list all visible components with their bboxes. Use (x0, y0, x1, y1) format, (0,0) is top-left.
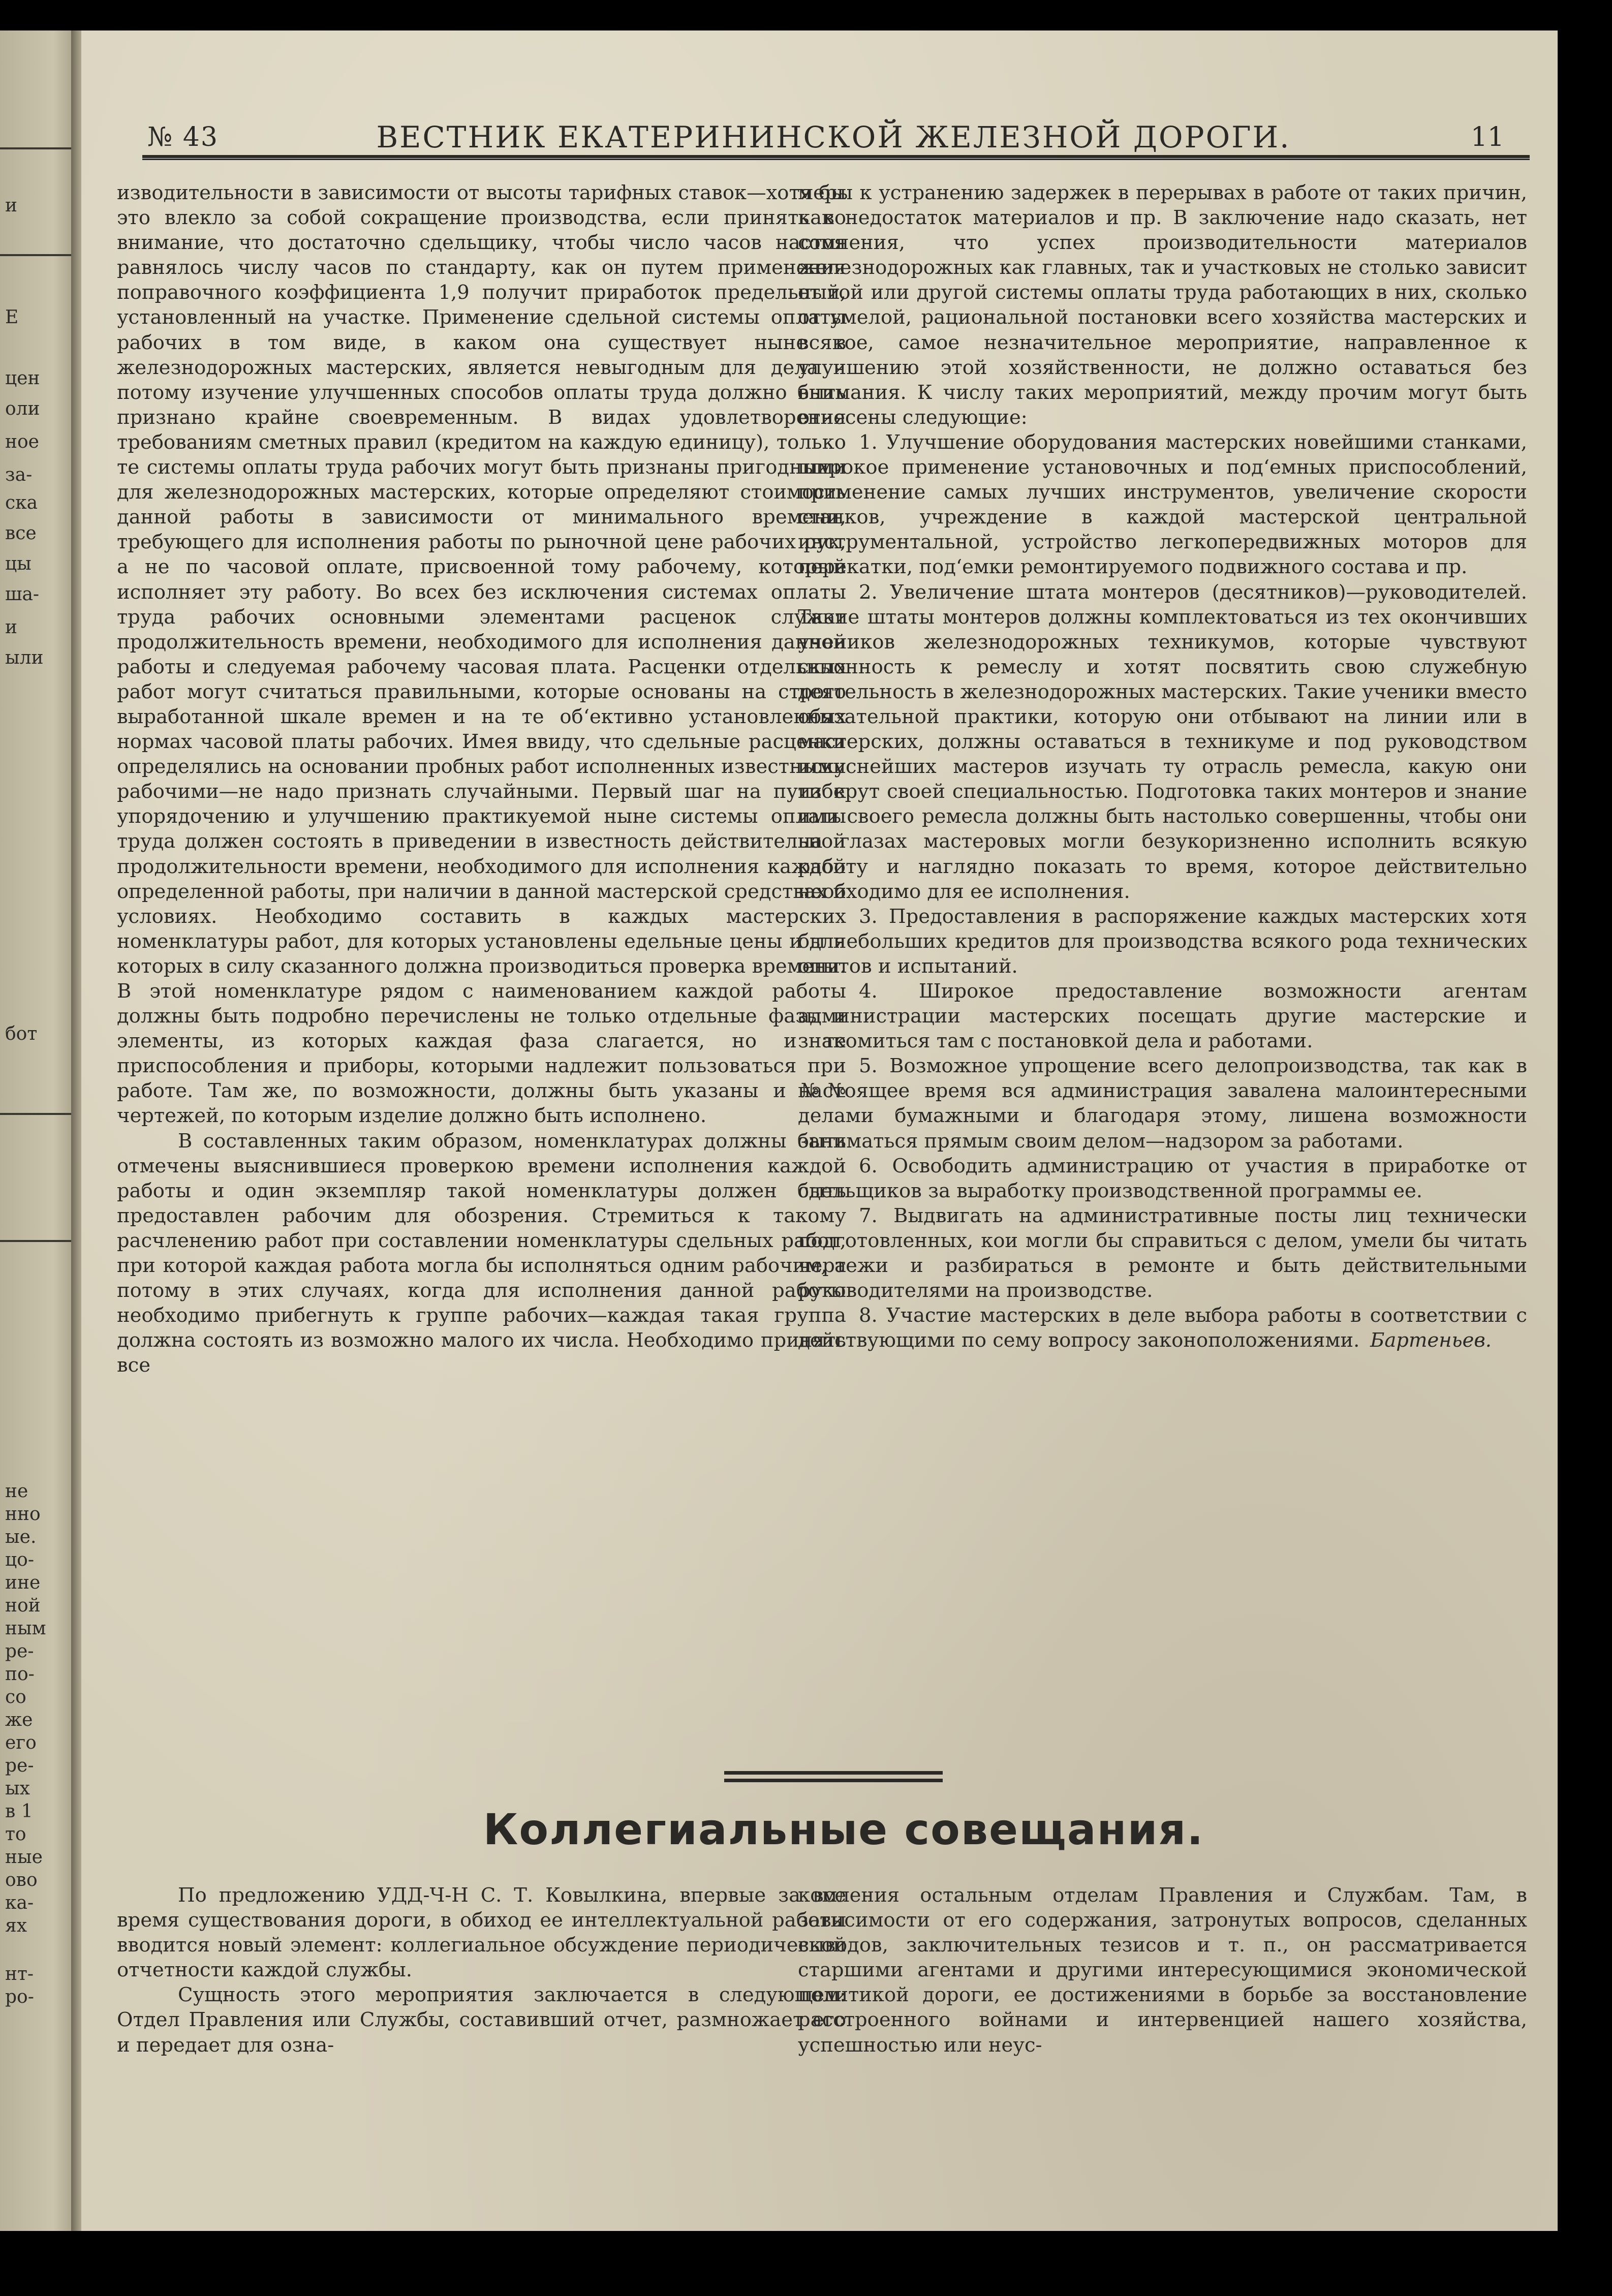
previous-page-fragment: ре- (5, 1641, 34, 1662)
previous-page-fragment: ска (5, 492, 38, 513)
previous-page-rule (0, 254, 71, 256)
previous-page-rule (0, 1113, 71, 1115)
header-rule (142, 155, 1530, 160)
previous-page-fragment: в 1 (5, 1801, 33, 1822)
paragraph: По предложению УДД-Ч-Н С. Т. Ковылкина, впервые за все время существования дороги, в обиход ее интеллектуальной работы вводится новый элемент: коллегиальное обсуждение периодической отчетности каждой службы. (117, 1884, 846, 1982)
paragraph: В составленных таким образом, номенклатурах должны быть отмечены выяснившиеся проверкою времени исполнения каждой работы и один экземпляр такой номенклатуры должен быть предоставлен рабочим для обозрения. Стремиться к такому расчленению работ при составлении номенклатуры сдельных работ, при которой каждая работа могла бы исполняться одним рабочим, а потому в этих случаях, когда для исполнения данной работы необходимо прибегнуть к группе рабочих—каждая такая группа должна состоять из возможно малого их числа. Необходимо принять все (117, 1129, 846, 1377)
previous-page-fragment: его (5, 1732, 37, 1753)
previous-page-rule (0, 1240, 71, 1242)
masthead-title: ВЕСТНИК ЕКАТЕРИНИНСКОЙ ЖЕЛЕЗНОЙ ДОРОГИ. (376, 120, 1291, 154)
previous-page-fragment: E (5, 307, 19, 328)
previous-page-fragment: ово (5, 1870, 38, 1890)
previous-page-fragment: ной (5, 1595, 41, 1616)
list-item: 3. Предоставления в распоряжение каждых мастерских хотя бы небольших кредитов для производства всякого рода технических опытов и испытаний. (798, 905, 1527, 978)
previous-page-fragment: нт- (5, 1964, 34, 1984)
paragraph: Сущность этого мероприятия заключается в следующем: Отдел Правления или Службы, составивший отчет, размножает его и передает для озна- (117, 1983, 846, 2057)
list-item: 2. Увеличение штата монтеров (десятников)—руководителей. Такие штаты монтеров должны комплектоваться из тех окончивших учеников железнодорожных техникумов, которые чувствуют склонность к ремеслу и хотят посвятить свою служебную деятельность в железнодорожных мастерских. Такие ученики вместо обязательной практики, которую они отбывают на линии или в мастерских, должны оставаться в техникуме и под руководством искуснейших мастеров изучать ту отрасль ремесла, какую они изберут своей специальностью. Подготовка таких монтеров и знание ими своего ремесла должны быть настолько совершенны, чтобы они на глазах мастеровых могли безукоризненно исполнить всякую работу и наглядно показать то время, которое действительно необходимо для ее исполнения. (798, 580, 1527, 903)
previous-page-fragment: ные (5, 1847, 43, 1868)
previous-page-fragment: по- (5, 1664, 35, 1685)
previous-page-fragment: ые. (5, 1527, 37, 1547)
previous-page-fragment: ых (5, 1778, 30, 1799)
previous-page-fragment: ным (5, 1618, 46, 1639)
previous-page-edge (0, 30, 76, 2231)
previous-page-fragment: нно (5, 1504, 41, 1525)
previous-page-fragment: ное (5, 431, 39, 452)
previous-page-fragment: то (5, 1824, 26, 1845)
section-divider (724, 1771, 943, 1782)
paragraph: меры к устранению задержек в перерывах в работе от таких причин, как недостаток материалов и пр. В заключение надо сказать, нет сомнения, что успех производительности материалов железнодорожных как главных, так и участковых не столько зависит от той или другой системы оплаты труда работающих в них, сколько от умелой, рациональной постановки всего хозяйства мастерских и всякое, самое незначительное мероприятие, направленное к улучшению этой хозяйственности, не должно оставаться без внимания. К числу таких мероприятий, между прочим могут быть отнесены следующие: (798, 181, 1527, 429)
list-item: 5. Возможное упрощение всего делопроизводства, так как в настоящее время вся администрация завалена малоинтересными делами бумажными и благодаря этому, лишена возможности заниматься прямым своим делом—надзором за работами. (798, 1054, 1527, 1153)
previous-page-fragment: со (5, 1687, 26, 1708)
list-item: 6. Освободить администрацию от участия в приработке от сдельщиков за выработку производственной программы ее. (798, 1154, 1527, 1202)
previous-page-fragment: цы (5, 553, 32, 574)
previous-page-rule (0, 147, 71, 149)
list-item: 1. Улучшение оборудования мастерских новейшими станками, широкое применение установочных и под‘емных приспособлений, применение самых лучших инструментов, увеличение скорости станков, учреждение в каждой мастерской центральной инструментальной, устройство легкопередвижных моторов для перекатки, под‘емки ремонтируемого подвижного состава и пр. (798, 430, 1527, 579)
article-left-column (117, 180, 846, 1776)
previous-page-fragment: все (5, 523, 37, 544)
previous-page-fragment: цен (5, 368, 40, 389)
previous-page-fragment: ро- (5, 1987, 34, 2007)
previous-page-fragment: цо- (5, 1549, 34, 1570)
list-item: 8. Участие мастерских в деле выбора работы в соответствии с действующими по сему вопросу законоположениями. (798, 1304, 1527, 1352)
page-number: 11 (1470, 122, 1504, 152)
list-item: 7. Выдвигать на административные посты лиц технически подготовленных, кои могли бы справиться с делом, умели бы читать чертежи и разбираться в ремонте и быть действительными руководителями на производстве. (798, 1204, 1527, 1302)
paragraph: изводительности в зависимости от высоты тарифных ставок—хотя бы это влекло за собой сокращение производства, если принять во внимание, что достаточно сдельщику, чтобы число часов настоя равнялось числу часов по стандарту, как он путем применения поправочного коэффициента 1,9 получит приработок предельный, установленный на участке. Применение сдельной системы оплаты рабочих в том виде, в каком она существует ныне в железнодорожных мастерских, является невыгодным для дела и потому изучение улучшенных способов оплаты труда должно быть признано крайне своевременным. В видах удовлетворения требованиям сметных правил (кредитом на каждую единицу), только те системы оплаты труда рабочих могут быть признаны пригодными для железнодорожных мастерских, которые определяют стоимость данной работы в зависимости от минимального времени, требующего для исполнения работы по рыночной цене рабочих рук, а не по часовой оплате, присвоенной тому рабочему, который исполняет эту работу. Во всех без исключения системах оплаты труда рабочих основными элементами расценок служат продолжительность времени, необходимого для исполнения данной работы и следуемая рабочему часовая плата. Расценки отдельных работ могут считаться правильными, которые основаны на строго выработанной шкале времен и на те об‘ективно установленных нормах часовой платы рабочих. Имея ввиду, что сдельные расценки определялись на основании пробных работ исполненных известными рабочими—не надо признать случайными. Первый шаг на пути к упорядочению и улучшению практикуемой ныне системы оплаты труда должен состоять в приведении в известность действительной продолжительности времени, необходимого для исполнения каждой определенной работы, при наличии в данной мастерской средствах и условиях. Необходимо составить в каждых мастерских номенклатуры работ, для которых установлены едельные цены и для которых в силу сказанного должна производиться проверка времени. В этой номенклатуре рядом с наименованием каждой работы должны быть подробно перечислены не только отдельные фазы и элементы, из которых каждая фаза слагается, но и те приспособления и приборы, которыми надлежит пользоваться при работе. Там же, по возможности, должны быть указаны и №№ чертежей, по которым изделие должно быть исполнено. (117, 181, 846, 1128)
previous-page-fragment: не (5, 1481, 28, 1502)
paragraph: комления остальным отделам Правления и Службам. Там, в зависимости от его содержания, затронутых вопросов, сделанных выводов, заключительных тезисов и т. п., он рассматривается старшими агентами и другими интересующимися экономической политикой дороги, ее достижениями в борьбе за восстановление расстроенного войнами и интервенцией нашего хозяйства, успешностью или неус- (798, 1884, 1527, 2057)
list-item: 4. Широкое предоставление возможности агентам администрации мастерских посещать другие мастерские и знакомиться там с постановкой дела и работами. (798, 980, 1527, 1053)
issue-number: № 43 (147, 122, 219, 152)
author-signature: Бартеньев. (1370, 1329, 1492, 1352)
newspaper-page (81, 30, 1558, 2231)
article2-left-column (117, 1883, 846, 2086)
previous-page-fragment: ре- (5, 1755, 34, 1776)
previous-page-fragment: и (5, 195, 17, 216)
previous-page-fragment: оли (5, 398, 40, 419)
previous-page-fragment: же (5, 1710, 33, 1730)
page-header (147, 114, 1525, 160)
previous-page-fragment: ях (5, 1915, 27, 1936)
previous-page-fragment: ка- (5, 1892, 34, 1913)
article-right-column (798, 180, 1527, 1776)
article-title: Коллегиальные совещания. (483, 1805, 1204, 1854)
previous-page-fragment: за- (5, 464, 33, 485)
previous-page-fragment: бот (5, 1023, 38, 1044)
previous-page-fragment: ыли (5, 647, 44, 668)
previous-page-fragment: и (5, 617, 17, 638)
previous-page-fragment: ине (5, 1572, 41, 1593)
article2-right-column (798, 1883, 1527, 2086)
previous-page-fragment: ша- (5, 584, 40, 605)
